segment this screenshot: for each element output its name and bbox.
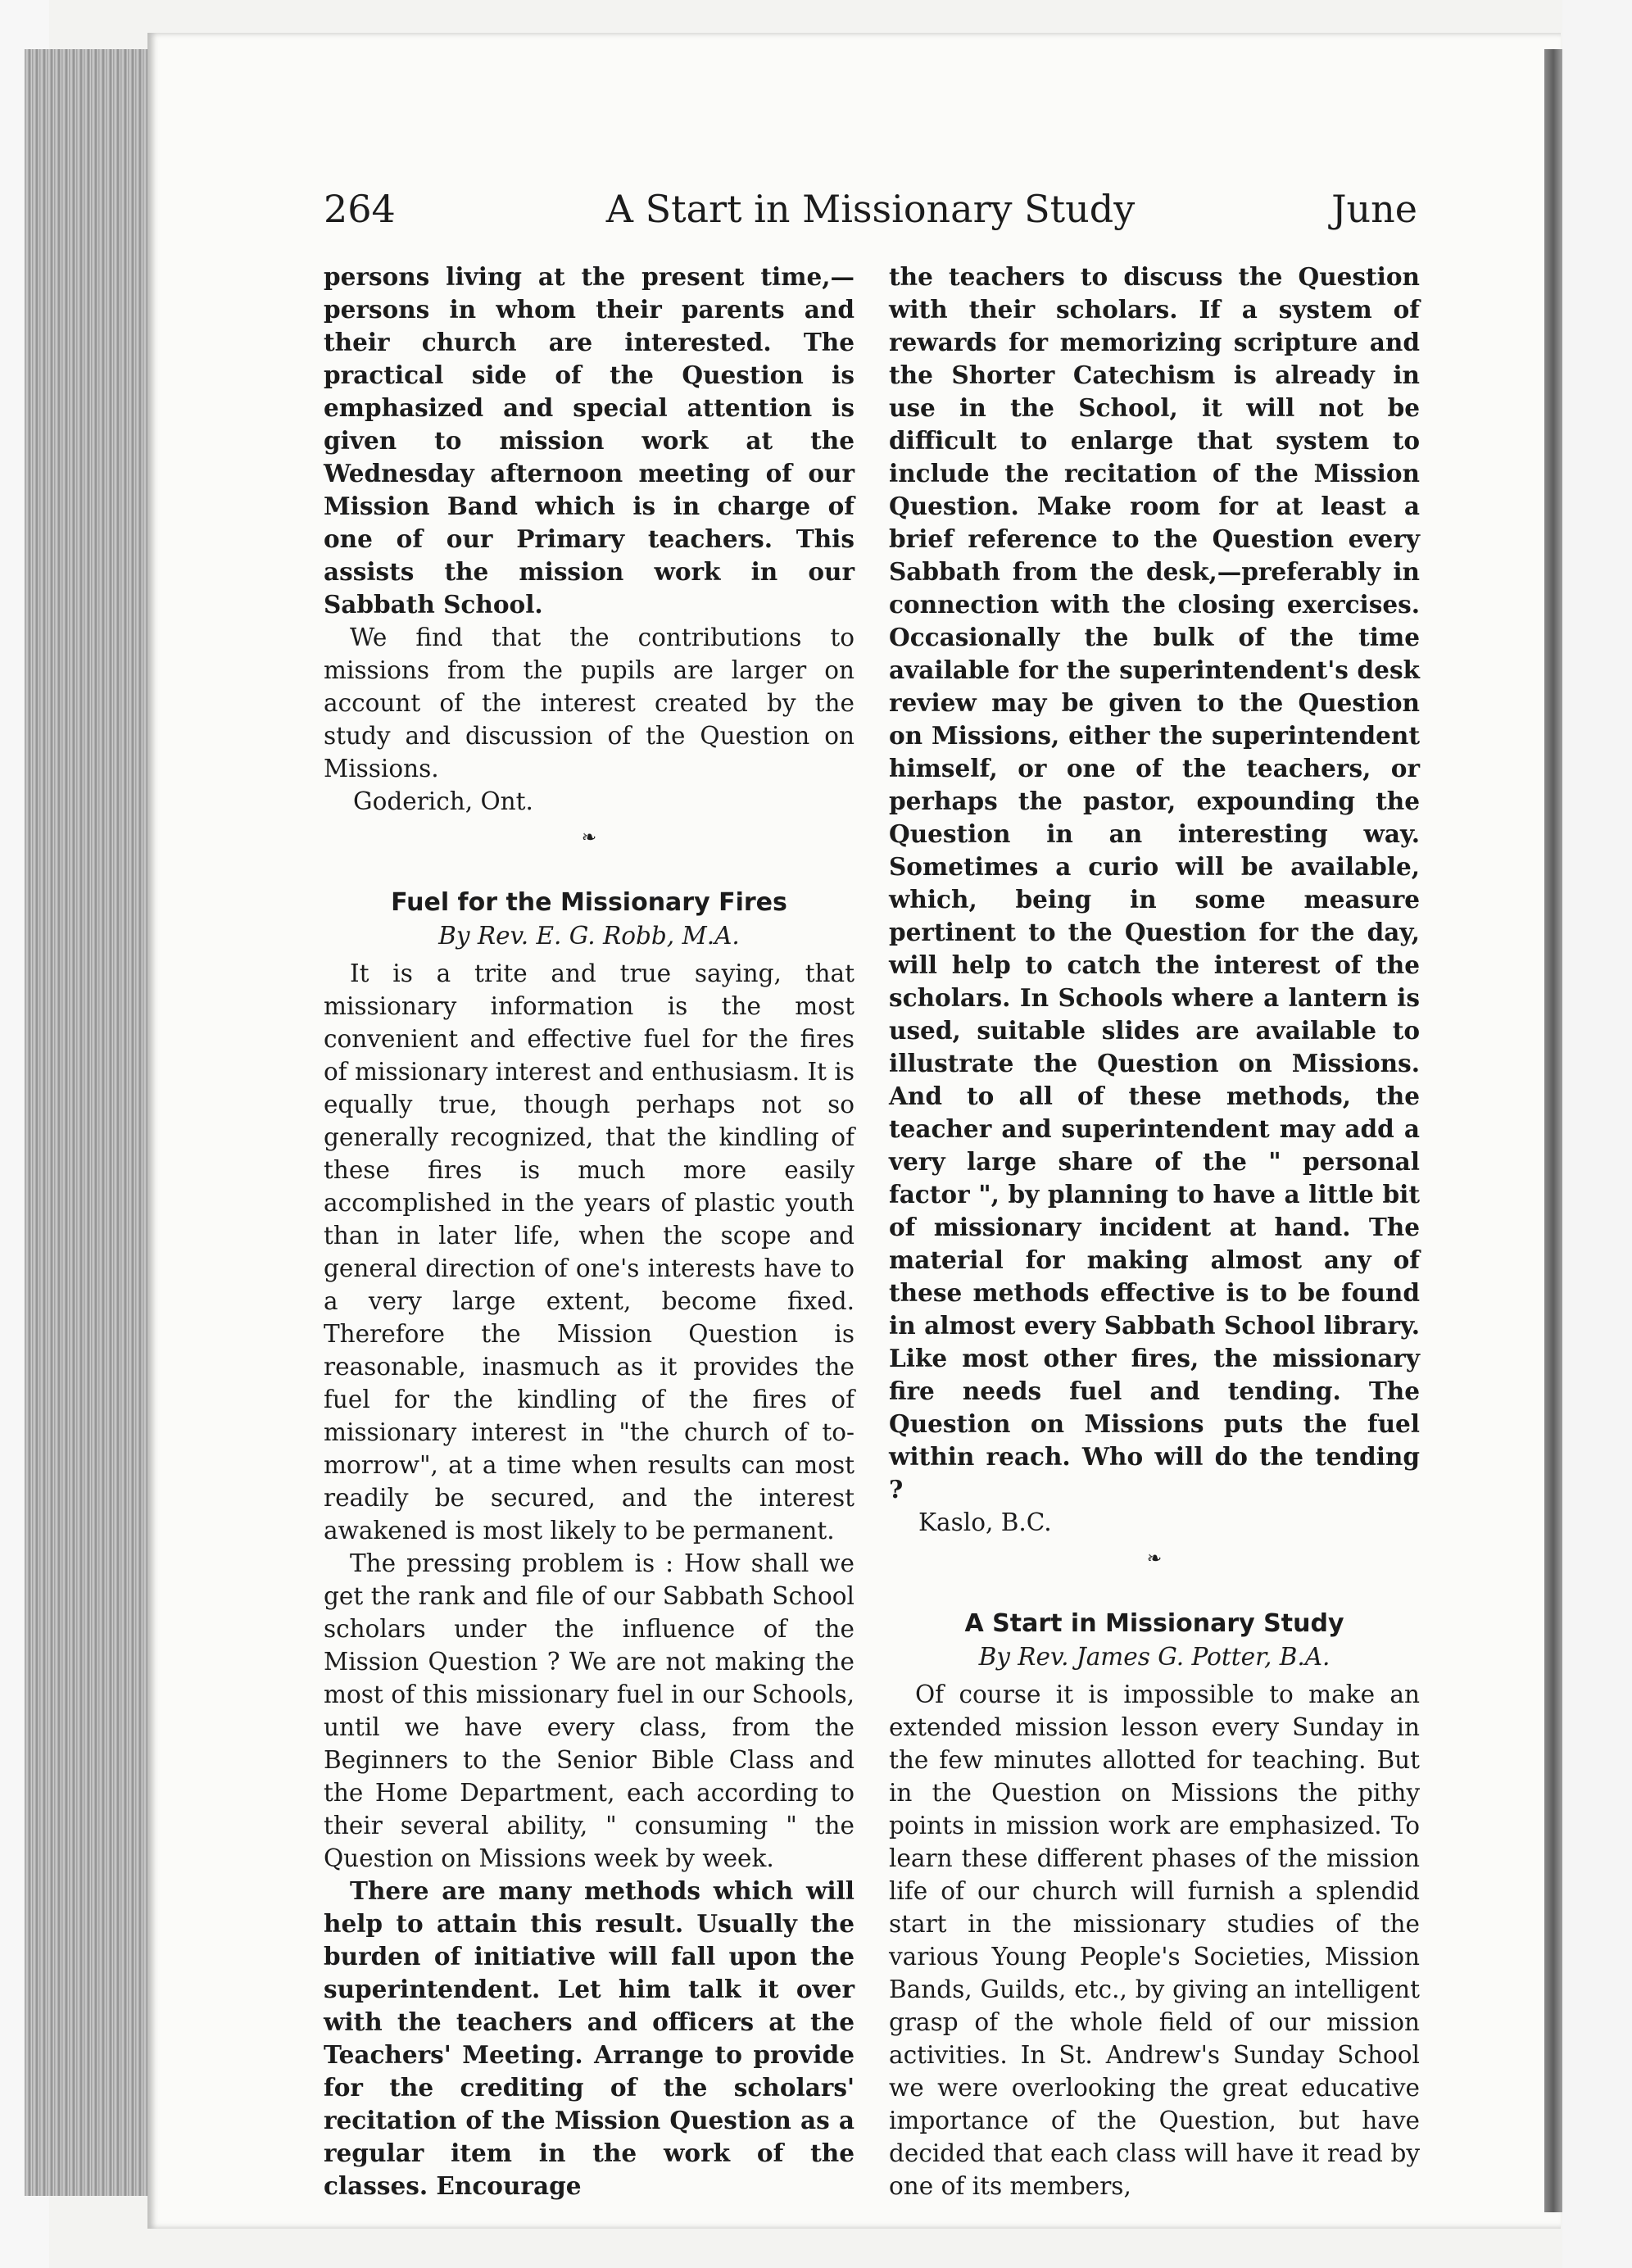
paragraph: Of course it is impossible to make an extended mission lesson every Sunday in the few minutes allotted for teaching. But in the Question on Missions the pithy points in mission work are emphasized. To learn these different phases of the mission life of our church will furnish a splendid start in the missionary studies of the various Young People's Societies, Mission Bands, Guilds, etc., by giving an intelligent grasp of the whole field of our mission activities. In St. Andrew's Sunday School we were overlooking the great educative importance of the Question, but have decided that each class will have it read by one of its members,: [889, 1681, 1420, 2200]
paragraph: We find that the contributions to missions from the pupils are larger on account of the interest created by the study and discussion of the Question on Missions.: [324, 624, 855, 782]
running-title: A Start in Missionary Study: [605, 187, 1136, 231]
ornament-divider: ❧: [581, 828, 597, 848]
ornament-divider: ❧: [1146, 1549, 1163, 1569]
paragraph: persons living at the present time,—persons in whom their parents and their church are interested. The practical side of the Question is emphasized and special attention is given to mission work at the Wednesday afternoon meeting of our Mission Band which is in charge of one of our Primary teachers. This assists the mission work in our Sabbath School.: [324, 262, 855, 619]
page-number: 264: [324, 187, 396, 231]
right-column: [889, 261, 1420, 2202]
book-right-edge: [1544, 49, 1562, 2212]
book-page-edges: [25, 49, 164, 2196]
page-header: [324, 187, 1417, 244]
issue-month: June: [1331, 187, 1417, 231]
article-title: Fuel for the Missionary Fires: [391, 888, 787, 917]
place-signature: Kaslo, B.C.: [918, 1508, 1052, 1536]
left-column: [324, 261, 855, 2202]
paragraph: the teachers to discuss the Question with their scholars. If a system of rewards for memorizing scripture and the Shorter Catechism is already in use in the School, it will not be difficult to enlarge that system to include the recitation of the Mission Question. Make room for at least a brief reference to the Question every Sabbath from the desk,—preferably in connection with the closing exercises. Occasionally the bulk of the time available for the superintendent's desk review may be given to the Question on Missions, either the superintendent himself, or one of the teachers, or perhaps the pastor, expounding the Question in an interesting way. Sometimes a curio will be available, which, being in some measure pertinent to the Question for the day, will help to catch the interest of the scholars. In Schools where a lantern is used, suitable slides are available to illustrate the Question on Missions. And to all of these methods, the teacher and superintendent may add a very large share of the " personal factor ", by planning to have a little bit of missionary incident at hand. The material for making almost any of these methods effective is to be found in almost every Sabbath School library. Like most other fires, the missionary fire needs fuel and tending. The Question on Missions puts the fuel within reach. Who will do the tending ?: [889, 262, 1420, 1504]
article-title: A Start in Missionary Study: [964, 1609, 1344, 1638]
place-signature: Goderich, Ont.: [353, 787, 533, 815]
paragraph: There are many methods which will help to attain this result. Usually the burden of initiative will fall upon the superintendent. Let him talk it over with the teachers and officers at the Teachers' Meeting. Arrange to provide for the crediting of the scholars' recitation of the Mission Question as a regular item in the work of the classes. Encourage: [324, 1876, 855, 2200]
paragraph: The pressing problem is : How shall we get the rank and file of our Sabbath School scholars under the influence of the Mission Question ? We are not making the most of this missionary fuel in our Schools, until we have every class, from the Beginners to the Senior Bible Class and the Home Department, each according to their several ability, " consuming " the Question on Missions week by week.: [324, 1549, 855, 1872]
article-byline: By Rev. James G. Potter, B.A.: [978, 1643, 1331, 1671]
article-byline: By Rev. E. G. Robb, M.A.: [438, 922, 740, 950]
background-right: [1562, 0, 1632, 2268]
paragraph: It is a trite and true saying, that missionary information is the most convenient and effective fuel for the fires of missionary interest and enthusiasm. It is equally true, though perhaps not so generally recognized, that the kindling of these fires is much more easily accomplished in the years of plastic youth than in later life, when the scope and general direction of one's interests have to a very large extent, become fixed. Therefore the Mission Question is reasonable, inasmuch as it provides the fuel for the kindling of the fires of missionary interest in "the church of to-morrow", at a time when results can most readily be secured, and the interest awakened is most likely to be permanent.: [324, 959, 855, 1545]
